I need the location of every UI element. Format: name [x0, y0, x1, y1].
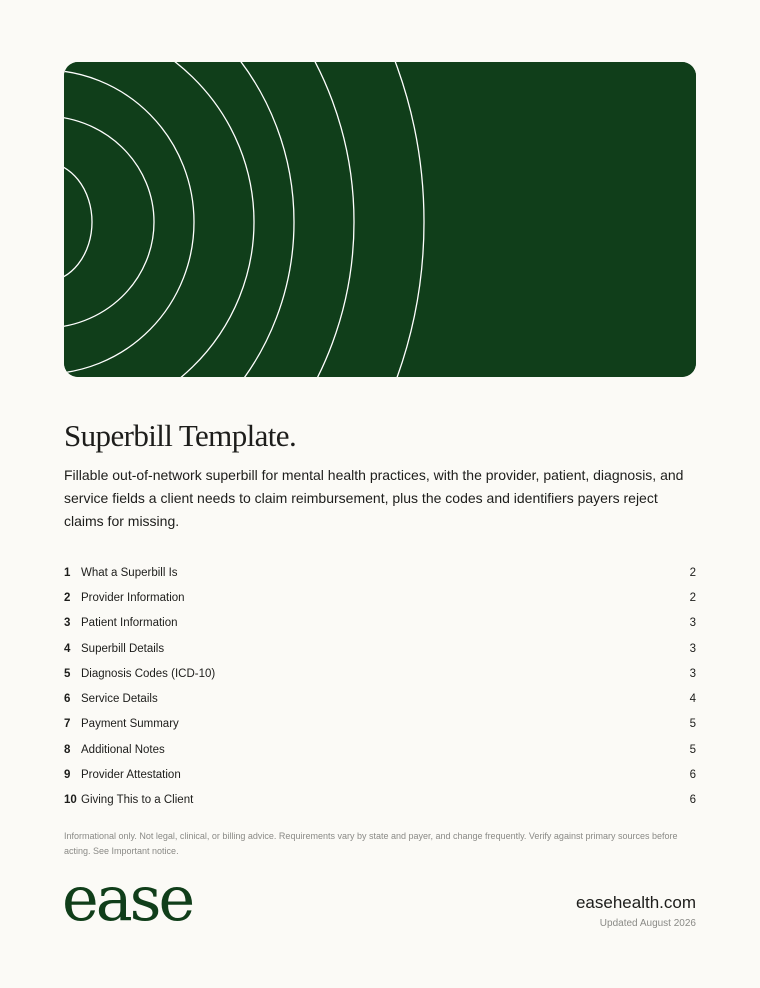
- toc-item-page: 2: [689, 566, 696, 579]
- toc-item-label: Payment Summary: [81, 718, 179, 731]
- toc-item-page: 6: [689, 794, 696, 807]
- toc-item[interactable]: [64, 712, 696, 737]
- toc-item-page: 2: [689, 591, 696, 604]
- toc-item-label: Provider Attestation: [81, 769, 181, 782]
- toc-item[interactable]: [64, 788, 696, 813]
- ease-logo: ease: [62, 862, 193, 935]
- toc-item-number: 8: [64, 743, 71, 756]
- toc-item-number: 1: [64, 566, 71, 579]
- toc-item-label: Additional Notes: [81, 743, 165, 756]
- toc-item-label: Service Details: [81, 693, 158, 706]
- toc-item-label: What a Superbill Is: [81, 566, 178, 579]
- toc-item-number: 6: [64, 693, 71, 706]
- toc-item-page: 4: [689, 693, 696, 706]
- toc-item-page: 3: [689, 642, 696, 655]
- toc-item-number: 9: [64, 769, 71, 782]
- toc-item-page: 3: [689, 617, 696, 630]
- toc-item-number: 4: [64, 642, 71, 655]
- toc-item[interactable]: [64, 636, 696, 661]
- toc-item-number: 3: [64, 617, 71, 630]
- toc-item-page: 5: [689, 743, 696, 756]
- updated-date: Updated August 2026: [599, 918, 696, 929]
- toc-item[interactable]: [64, 737, 696, 762]
- table-of-contents: [64, 560, 696, 813]
- toc-item-label: Provider Information: [81, 591, 185, 604]
- toc-item[interactable]: [64, 686, 696, 711]
- toc-item-page: 6: [689, 769, 696, 782]
- toc-item-label: Diagnosis Codes (ICD-10): [81, 667, 216, 680]
- concentric-arcs-graphic: [64, 62, 696, 377]
- page-title: Superbill Template.: [64, 418, 297, 453]
- toc-item-label: Giving This to a Client: [81, 794, 194, 807]
- toc-item[interactable]: [64, 762, 696, 787]
- toc-item-page: 3: [689, 667, 696, 680]
- toc-item-number: 10: [64, 794, 77, 807]
- website-link[interactable]: easehealth.com: [575, 893, 696, 912]
- toc-item-number: 2: [64, 591, 71, 604]
- toc-item-label: Superbill Details: [81, 642, 165, 655]
- toc-item-number: 5: [64, 667, 71, 680]
- toc-item-label: Patient Information: [81, 617, 178, 630]
- toc-item[interactable]: [64, 611, 696, 636]
- toc-item[interactable]: [64, 560, 696, 585]
- hero-banner: [64, 62, 696, 377]
- toc-item-page: 5: [689, 718, 696, 731]
- toc-item[interactable]: [64, 585, 696, 610]
- toc-item[interactable]: [64, 661, 696, 686]
- disclaimer-text: Informational only. Not legal, clinical, or billing advice. Requirements vary by state and payer, and change frequently. Verify against primary sources before acting. See Important notice.: [64, 831, 678, 856]
- toc-item-number: 7: [64, 718, 71, 731]
- page-subtitle: Fillable out-of-network superbill for mental health practices, with the provider, patient, diagnosis, and service fields a client needs to claim reimbursement, plus the codes and identifiers payers reject claims for missing.: [64, 467, 684, 529]
